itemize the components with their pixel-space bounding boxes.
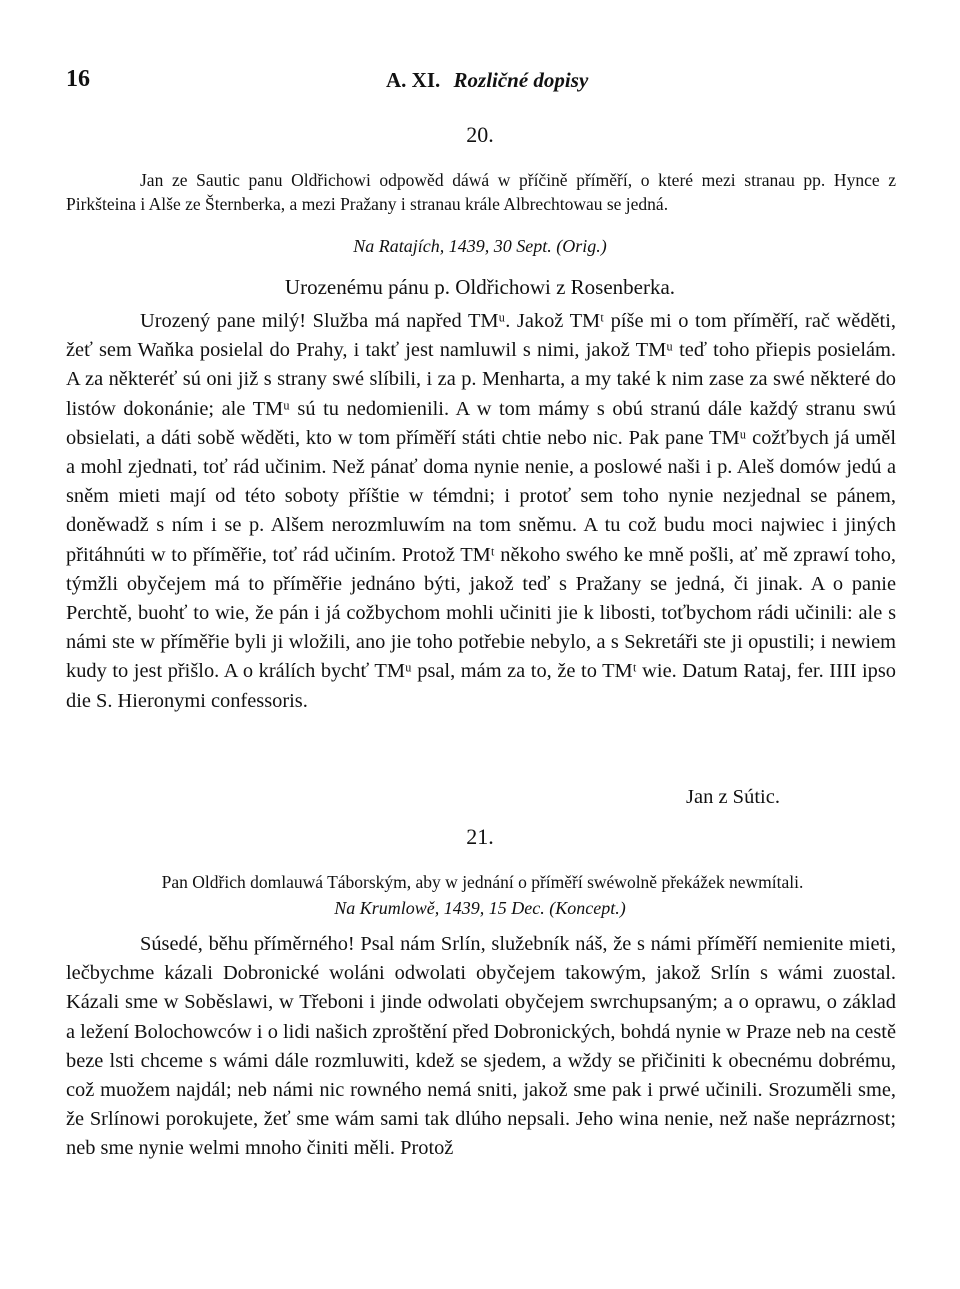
letter-20-body <box>66 307 896 716</box>
section-title: Rozličné dopisy <box>453 68 589 92</box>
letter-21-paragraph: Súsedé, běhu příměrného! Psal nám Srlín, služebník náš, že s námi příměří nemienite mieti, lečbychme kázali Dobronické woláni odwolati obyčejem takowým, jakož Srlín s wámi zuostal. Kázali sme w Soběslawi, w Třeboni i jinde odwolati obyčejem swrchupsaným; a o oprawu, o základ a ležení Bolochowców i o lidi našich zproštění před Dobronických, bohdá nynie w Praze neb na cestě beze lsti chceme s wámi dále rozmluwiti, kdež se sjedem, a wždy se přičiniti k obecnému dobrému, což muožem najdál; neb námi nic rowného nemá sniti, jakož sme pak i prwé učinili. Srozuměli sme, že Srlínowi porokujete, žeť sme wám sami tak dlúho nepsali. Jeho wina nenie, než naše neprázrnost; neb sme nynie welmi mnoho činiti měli. Protož <box>66 933 896 1160</box>
letter-21-number: 21. <box>466 824 494 849</box>
letter-20-address: Urozenému pánu p. Oldřichowi z Rosenberka. <box>284 275 676 299</box>
letter-21-summary: Pan Oldřich domlauwá Táborským, aby w jednání o příměří swéwolně překážek newmítali. <box>161 872 804 892</box>
running-head <box>66 66 894 98</box>
letter-21-dating: Na Krumlowě, 1439, 15 Dec. (Koncept.) <box>334 898 626 918</box>
letter-20-signature: Jan z Sútic. <box>686 786 780 808</box>
letter-20-dating: Na Ratajích, 1439, 30 Sept. (Orig.) <box>353 236 607 256</box>
running-title <box>386 68 588 93</box>
letter-20-paragraph: Urozený pane milý! Služba má napřed TMᵘ. Jakož TMᵗ píše mi o tom příměří, rač wěděti, žeť sem Waňka posielal do Prahy, i takť jest namluwil s nimi, jakož TMᵘ teď toho přiepis posielám. A za některéť sú oni již s strany swé slíbili, i za p. Menharta, a my také k nim zase za swé některé do listów dokonánie; ale TMᵘ sú tu nedomienili. A w tom mámy s obú stranú dále každý stranu swú obsielati, a dáti sobě wěděti, kto w tom příměří státi chtie nebo nic. Pak pane TMᵘ cožťbych já uměl a mohl zjednati, toť rád učinim. Než pánať doma nynie nenie, a poslowé naši i p. Aleš domów jedú a sněm mieti mají od této soboty příštie w témdni; i protoť sem toho nynie nezjednal se pánem, doněwadž s ním i se p. Alšem nerozmluwím na tom sněmu. A tu což budu moci najwiec i jiných přitáhnúti w to příměřie, toť rád učiním. Protož TMᵗ někoho swého ke mně pošli, ať mě zprawí toho, týmžli obyčejem má to příměřie jednáno býti, jakož teď s Pražany se jedná, či jinak. A o panie Perchtě, buohť to wie, že pán i já cožbychom mohli učiniti jie k libosti, toťbychom rádi učinili: ale s námi ste w příměřie byli ji wložili, ano jie toho potřebie nebylo, a s Sekretáři ste ji opustili; i newiem kudy to jest přišlo. A o králích bychť TMᵘ psal, mám za to, že to TMᵗ wie. Datum Rataj, fer. IIII ipso die S. Hieronymi confessoris. <box>66 310 896 712</box>
page-number: 16 <box>66 66 90 92</box>
volume-label: A. XI. <box>386 68 441 92</box>
letter-20-summary: Jan ze Sautic panu Oldřichowi odpowěd dáwá w příčině příměří, o které mezi stranau pp. Hynce z Pirkšteina i Alše ze Šternberka, a mezi Pražany i stranau krále Albrechtowau se jedná. <box>66 170 896 214</box>
letter-21-body <box>66 930 896 1164</box>
letter-20-number: 20. <box>466 122 494 147</box>
